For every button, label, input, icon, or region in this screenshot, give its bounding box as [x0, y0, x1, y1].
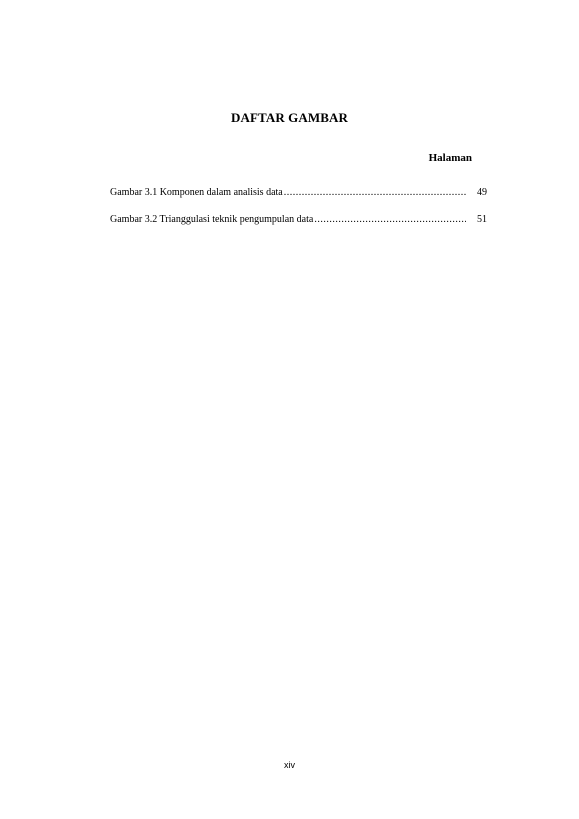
- dot-leader: [314, 214, 466, 225]
- figure-entry-page: 49: [477, 187, 487, 198]
- figure-list-entry: [110, 214, 487, 228]
- figure-entry-page: 51: [477, 214, 487, 225]
- page-column-header: Halaman: [428, 152, 472, 164]
- figure-entry-label: Gambar 3.1 Komponen dalam analisis data: [110, 187, 283, 198]
- figure-entry-label: Gambar 3.2 Trianggulasi teknik pengumpulan data: [110, 214, 314, 225]
- dot-leader: [284, 187, 466, 198]
- page-title: DAFTAR GAMBAR: [231, 110, 348, 125]
- figure-list-entry: [110, 187, 487, 201]
- page-number-footer: xiv: [284, 760, 295, 770]
- figure-list: [110, 187, 487, 241]
